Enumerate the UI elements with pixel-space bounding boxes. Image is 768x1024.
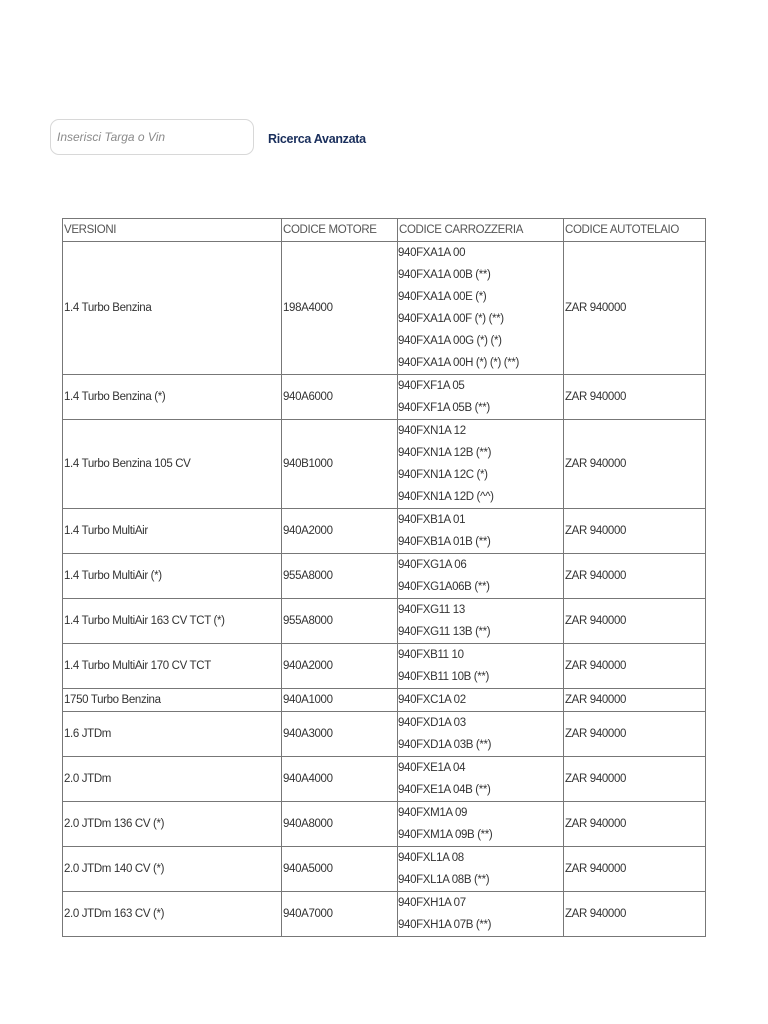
table-row (63, 375, 706, 420)
body-code: 940FXG1A06B (**) (398, 581, 490, 593)
header-versions: VERSIONI (63, 219, 282, 242)
body-code-cell (398, 757, 564, 802)
table-row (63, 892, 706, 937)
chassis-code-cell: ZAR 940000 (564, 757, 706, 802)
chassis-code-cell: ZAR 940000 (564, 712, 706, 757)
body-code: 940FXA1A 00G (*) (*) (398, 335, 502, 347)
engine-code-cell: 198A4000 (282, 242, 398, 375)
body-code-cell (398, 847, 564, 892)
body-code: 940FXE1A 04 (398, 762, 466, 774)
table-row (63, 757, 706, 802)
body-code: 940FXN1A 12D (^^) (398, 491, 494, 503)
body-code: 940FXG1A 06 (398, 559, 467, 571)
table-row (63, 847, 706, 892)
body-code-cell (398, 420, 564, 509)
body-code: 940FXM1A 09 (398, 807, 468, 819)
table-row (63, 802, 706, 847)
table-row (63, 599, 706, 644)
version-cell: 1.4 Turbo MultiAir 163 CV TCT (*) (63, 599, 282, 644)
table-row (63, 509, 706, 554)
engine-code-cell: 940A2000 (282, 509, 398, 554)
engine-code-cell: 940A7000 (282, 892, 398, 937)
engine-code-cell: 940B1000 (282, 420, 398, 509)
body-code-cell (398, 689, 564, 712)
version-cell: 2.0 JTDm (63, 757, 282, 802)
table-header-row (63, 219, 706, 242)
header-engine-code: CODICE MOTORE (282, 219, 398, 242)
version-cell: 2.0 JTDm 136 CV (*) (63, 802, 282, 847)
body-code: 940FXF1A 05 (398, 380, 465, 392)
body-code: 940FXE1A 04B (**) (398, 784, 491, 796)
engine-code-cell: 940A2000 (282, 644, 398, 689)
chassis-code-cell: ZAR 940000 (564, 554, 706, 599)
table-body (63, 242, 706, 937)
version-cell: 2.0 JTDm 140 CV (*) (63, 847, 282, 892)
body-code: 940FXA1A 00F (*) (**) (398, 313, 504, 325)
version-cell: 1.4 Turbo MultiAir (63, 509, 282, 554)
chassis-code-cell: ZAR 940000 (564, 689, 706, 712)
versions-table (62, 218, 706, 937)
body-code-cell (398, 644, 564, 689)
version-cell: 1.4 Turbo Benzina (63, 242, 282, 375)
chassis-code-cell: ZAR 940000 (564, 644, 706, 689)
body-code-cell (398, 712, 564, 757)
body-code: 940FXB1A 01 (398, 514, 466, 526)
header-chassis-code: CODICE AUTOTELAIO (564, 219, 706, 242)
table-row (63, 242, 706, 375)
body-code: 940FXG11 13B (**) (398, 626, 491, 638)
body-code-cell (398, 599, 564, 644)
engine-code-cell: 940A3000 (282, 712, 398, 757)
body-code: 940FXN1A 12B (**) (398, 447, 492, 459)
chassis-code-cell: ZAR 940000 (564, 509, 706, 554)
body-code: 940FXA1A 00H (*) (*) (**) (398, 357, 519, 369)
table-row (63, 554, 706, 599)
version-cell: 1.4 Turbo Benzina (*) (63, 375, 282, 420)
body-code-cell (398, 242, 564, 375)
body-code: 940FXB11 10 (398, 649, 464, 661)
version-cell: 1.4 Turbo Benzina 105 CV (63, 420, 282, 509)
body-code: 940FXD1A 03B (**) (398, 739, 492, 751)
engine-code-cell: 940A8000 (282, 802, 398, 847)
body-code: 940FXA1A 00 (398, 247, 466, 259)
plate-vin-search-input[interactable] (50, 119, 254, 155)
header-body-code: CODICE CARROZZERIA (398, 219, 564, 242)
version-cell: 1.6 JTDm (63, 712, 282, 757)
body-code: 940FXL1A 08B (**) (398, 874, 490, 886)
body-code: 940FXC1A 02 (398, 694, 466, 706)
chassis-code-cell: ZAR 940000 (564, 242, 706, 375)
version-cell: 1750 Turbo Benzina (63, 689, 282, 712)
chassis-code-cell: ZAR 940000 (564, 892, 706, 937)
table-row (63, 689, 706, 712)
body-code: 940FXA1A 00E (*) (398, 291, 487, 303)
engine-code-cell: 940A5000 (282, 847, 398, 892)
version-cell: 2.0 JTDm 163 CV (*) (63, 892, 282, 937)
engine-code-cell: 940A1000 (282, 689, 398, 712)
chassis-code-cell: ZAR 940000 (564, 420, 706, 509)
chassis-code-cell: ZAR 940000 (564, 599, 706, 644)
version-cell: 1.4 Turbo MultiAir 170 CV TCT (63, 644, 282, 689)
chassis-code-cell: ZAR 940000 (564, 847, 706, 892)
body-code-cell (398, 802, 564, 847)
body-code: 940FXB1A 01B (**) (398, 536, 491, 548)
body-code: 940FXA1A 00B (**) (398, 269, 491, 281)
chassis-code-cell: ZAR 940000 (564, 375, 706, 420)
body-code-cell (398, 554, 564, 599)
version-cell: 1.4 Turbo MultiAir (*) (63, 554, 282, 599)
engine-code-cell: 940A4000 (282, 757, 398, 802)
table-row (63, 420, 706, 509)
body-code: 940FXF1A 05B (**) (398, 402, 490, 414)
table-row (63, 644, 706, 689)
body-code-cell (398, 375, 564, 420)
body-code: 940FXL1A 08 (398, 852, 464, 864)
body-code-cell (398, 892, 564, 937)
body-code: 940FXM1A 09B (**) (398, 829, 493, 841)
engine-code-cell: 940A6000 (282, 375, 398, 420)
chassis-code-cell: ZAR 940000 (564, 802, 706, 847)
table-row (63, 712, 706, 757)
body-code: 940FXH1A 07B (**) (398, 919, 492, 931)
body-code: 940FXB11 10B (**) (398, 671, 490, 683)
body-code: 940FXN1A 12 (398, 425, 466, 437)
advanced-search-link[interactable]: Ricerca Avanzata (268, 132, 366, 146)
body-code: 940FXN1A 12C (*) (398, 469, 488, 481)
body-code: 940FXH1A 07 (398, 897, 466, 909)
body-code-cell (398, 509, 564, 554)
body-code: 940FXD1A 03 (398, 717, 466, 729)
body-code: 940FXG11 13 (398, 604, 465, 616)
engine-code-cell: 955A8000 (282, 554, 398, 599)
engine-code-cell: 955A8000 (282, 599, 398, 644)
